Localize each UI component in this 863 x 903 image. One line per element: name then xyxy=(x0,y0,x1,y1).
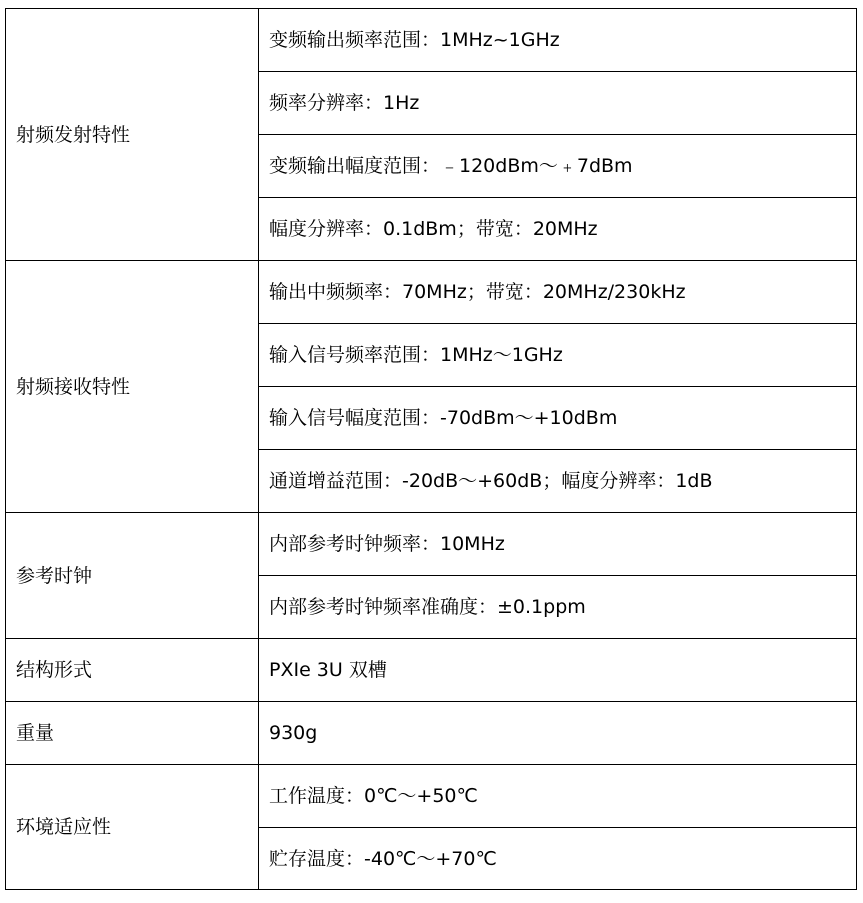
spec-cell: 内部参考时钟频率：10MHz xyxy=(259,513,857,576)
spec-cell: 930g xyxy=(259,702,857,765)
spec-cell: 输出中频频率：70MHz；带宽：20MHz/230kHz xyxy=(259,261,857,324)
table-row xyxy=(6,639,857,702)
category-cell: 结构形式 xyxy=(6,639,259,702)
spec-cell: 贮存温度：-40℃～+70℃ xyxy=(259,828,857,890)
category-cell: 射频接收特性 xyxy=(6,261,259,513)
spec-cell: 变频输出频率范围：1MHz~1GHz xyxy=(259,9,857,72)
spec-cell: 输入信号幅度范围：-70dBm～+10dBm xyxy=(259,387,857,450)
spec-cell: 内部参考时钟频率准确度：±0.1ppm xyxy=(259,576,857,639)
category-cell: 参考时钟 xyxy=(6,513,259,639)
category-cell: 重量 xyxy=(6,702,259,765)
category-cell: 环境适应性 xyxy=(6,765,259,890)
table-row xyxy=(6,9,857,72)
spec-table xyxy=(5,8,857,890)
table-row xyxy=(6,261,857,324)
spec-cell: 幅度分辨率：0.1dBm；带宽：20MHz xyxy=(259,198,857,261)
table-row xyxy=(6,702,857,765)
category-cell: 射频发射特性 xyxy=(6,9,259,261)
spec-cell: 变频输出幅度范围：﹣120dBm～﹢7dBm xyxy=(259,135,857,198)
spec-cell: 工作温度：0℃～+50℃ xyxy=(259,765,857,828)
spec-cell: PXIe 3U 双槽 xyxy=(259,639,857,702)
spec-cell: 通道增益范围：-20dB～+60dB；幅度分辨率：1dB xyxy=(259,450,857,513)
spec-cell: 输入信号频率范围：1MHz～1GHz xyxy=(259,324,857,387)
spec-cell: 频率分辨率：1Hz xyxy=(259,72,857,135)
table-row xyxy=(6,513,857,576)
table-row xyxy=(6,765,857,828)
